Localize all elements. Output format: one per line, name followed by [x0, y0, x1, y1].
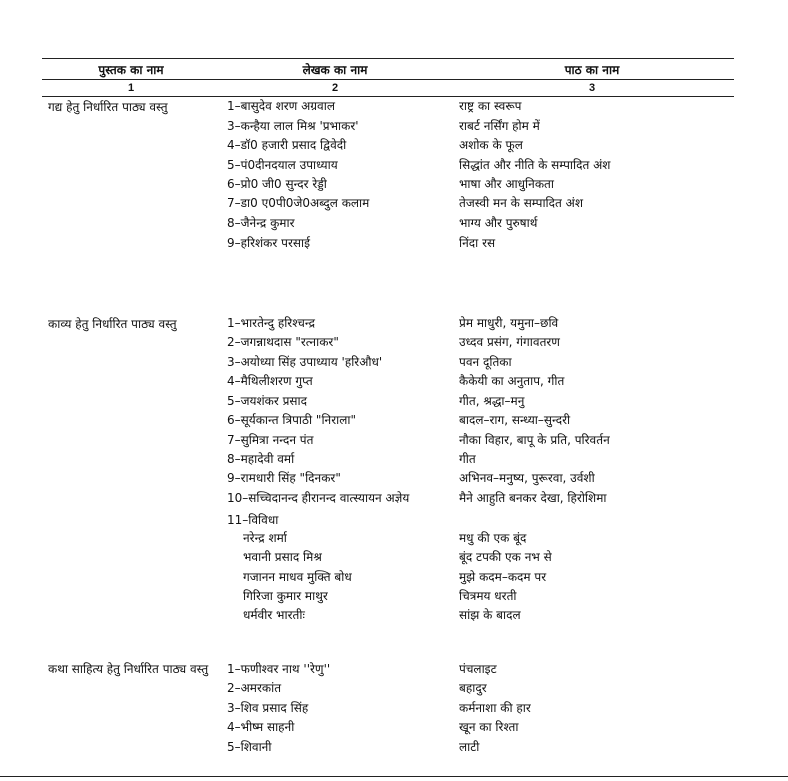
list-item: राबर्ट नर्सिंग होम में [459, 119, 540, 133]
list-item: बादल–राग, सन्ध्या–सुन्दरी [459, 413, 571, 427]
list-item: 6–प्रो0 जी0 सुन्दर रेड्डी [227, 177, 327, 191]
section-title-prose: गद्य हेतु निर्धारित पाठ्य वस्तु [48, 100, 168, 114]
list-item: पवन दूतिका [459, 355, 512, 369]
list-item: सांझ के बादल [459, 608, 521, 622]
list-item: तेजस्वी मन के सम्पादित अंश [459, 196, 584, 210]
list-item: कैकेयी का अनुताप, गीत [459, 374, 565, 388]
list-item: मुझे कदम–कदम पर [459, 570, 547, 584]
column-number-1: 1 [127, 82, 135, 94]
list-item: राष्ट्र का स्वरूप [459, 99, 522, 113]
list-item: 8–महादेवी वर्मा [227, 452, 295, 466]
list-item: 2–जगन्नाथदास "रत्नाकर" [227, 335, 339, 349]
list-item: 7–सुमित्रा नन्दन पंत [227, 433, 314, 447]
list-item: सिद्धांत और नीति के सम्पादित अंश [459, 158, 611, 172]
list-item: अशोक के फूल [459, 138, 523, 152]
list-item: मधु की एक बूंद [459, 531, 527, 545]
list-item: नौका विहार, बापू के प्रति, परिवर्तन [459, 433, 610, 447]
list-item: 3–कन्हैया लाल मिश्र 'प्रभाकर' [227, 119, 359, 133]
list-item: 4–डॉ0 हजारी प्रसाद द्विवेदी [227, 138, 347, 152]
header-lesson-name: पाठ का नाम [564, 63, 620, 77]
list-item: पंचलाइट [459, 662, 497, 676]
list-item: 3–शिव प्रसाद सिंह [227, 701, 309, 715]
list-item: 1–फणीश्वर नाथ ''रेणु'' [227, 662, 331, 676]
list-item: 6–सूर्यकान्त त्रिपाठी "निराला" [227, 413, 356, 427]
list-item: 8–जैनेन्द्र कुमार [227, 216, 295, 230]
section-title-fiction: कथा साहित्य हेतु निर्धारित पाठ्य वस्तु [48, 662, 209, 676]
section-title-poetry: काव्य हेतु निर्धारित पाठ्य वस्तु [48, 317, 177, 331]
list-item: 3–अयोध्या सिंह उपाध्याय 'हरिऔध' [227, 355, 383, 369]
list-item: 9–रामधारी सिंह "दिनकर" [227, 471, 341, 485]
list-item: 10–सच्चिदानन्द हीरानन्द वात्स्यायन अज्ञेय [227, 491, 410, 505]
list-item: धर्मवीर भारतीः [243, 608, 305, 622]
list-item: 11–विविधा [227, 513, 279, 527]
list-item: गजानन माधव मुक्ति बोध [243, 570, 352, 584]
list-item: 4–भीष्म साहनी [227, 720, 295, 734]
list-item: 9–हरिशंकर परसाई [227, 236, 310, 250]
list-item: उध्दव प्रसंग, गंगावतरण [459, 335, 560, 349]
list-item: 2–अमरकांत [227, 681, 282, 695]
list-item: प्रेम माधुरी, यमुना–छवि [459, 316, 559, 330]
list-item: भाषा और आधुनिकता [459, 177, 554, 191]
list-item: 5–जयशंकर प्रसाद [227, 394, 308, 408]
list-item: गीत, श्रद्धा–मनु [459, 394, 525, 408]
list-item: बहादुर [459, 681, 487, 695]
list-item: भवानी प्रसाद मिश्र [243, 550, 322, 564]
list-item: 1–भारतेन्दु हरिश्चन्द्र [227, 316, 316, 330]
table-top-rule [42, 58, 734, 59]
header-book-name: पुस्तक का नाम [98, 63, 164, 77]
list-item: चित्रमय धरती [459, 589, 517, 603]
list-item: 4–मैथिलीशरण गुप्त [227, 374, 313, 388]
column-number-divider [42, 96, 734, 97]
list-item: निंदा रस [459, 236, 496, 250]
list-item: अभिनव–मनुष्य, पुरूरवा, उर्वशी [459, 471, 595, 485]
column-number-3: 3 [588, 82, 596, 94]
list-item: बूंद टपकी एक नभ से [459, 550, 552, 564]
list-item: 5–पं0दीनदयाल उपाध्याय [227, 158, 338, 172]
list-item: गीत [459, 452, 476, 466]
list-item: 5–शिवानी [227, 740, 272, 754]
list-item: लाटी [459, 740, 480, 754]
list-item: नरेन्द्र शर्मा [243, 531, 287, 545]
list-item: गिरिजा कुमार माथुर [243, 589, 328, 603]
list-item: कर्मनाशा की हार [459, 701, 531, 715]
list-item: 7–डा0 ए0पी0जे0अब्दुल कलाम [227, 196, 370, 210]
page-bottom-rule [0, 776, 788, 777]
list-item: खून का रिश्ता [459, 720, 519, 734]
header-divider [42, 79, 734, 80]
list-item: मैने आहुति बनकर देखा, हिरोशिमा [459, 491, 607, 505]
header-author-name: लेखक का नाम [302, 63, 368, 77]
column-number-2: 2 [331, 82, 339, 94]
list-item: भाग्य और पुरुषार्थ [459, 216, 538, 230]
list-item: 1–बासुदेव शरण अग्रवाल [227, 99, 335, 113]
